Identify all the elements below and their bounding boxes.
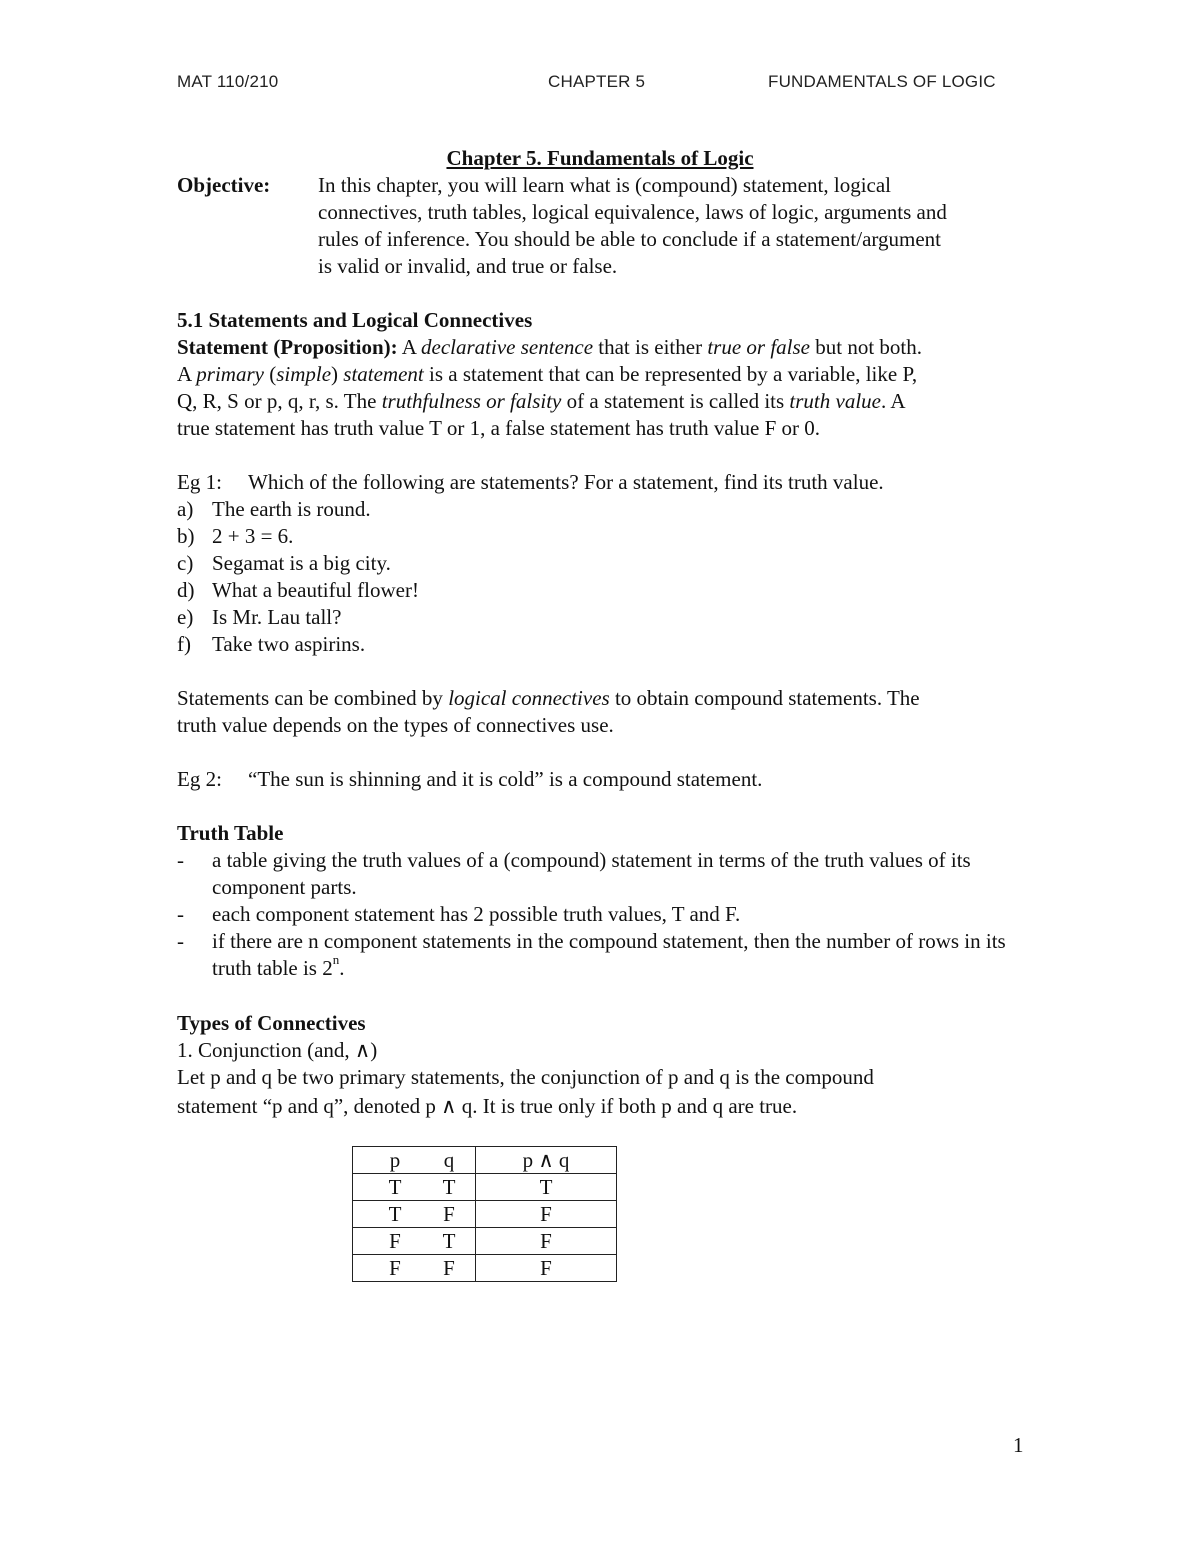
truth-value-line bbox=[177, 388, 1037, 415]
superscript: n bbox=[332, 952, 340, 967]
example-2-text: “The sun is shinning and it is cold” is a compound statement. bbox=[248, 767, 763, 791]
list-text bbox=[212, 928, 1032, 982]
connectives-heading: Types of Connectives bbox=[177, 1011, 366, 1035]
example-1-list bbox=[177, 496, 1037, 658]
list-marker: c) bbox=[177, 551, 194, 575]
term-declarative-sentence: declarative sentence bbox=[421, 335, 594, 359]
list-item bbox=[177, 631, 1037, 658]
text: . bbox=[339, 956, 345, 980]
text: . A bbox=[881, 389, 906, 413]
list-marker: a) bbox=[177, 497, 194, 521]
list-text: each component statement has 2 possible truth values, T and F. bbox=[212, 902, 741, 926]
compound-paragraph bbox=[177, 685, 1037, 739]
section-heading: 5.1 Statements and Logical Connectives bbox=[177, 308, 533, 332]
list-text: Is Mr. Lau tall? bbox=[212, 605, 342, 629]
pq-cell bbox=[353, 1228, 476, 1255]
term-primary: primary bbox=[196, 362, 264, 386]
objective-label: Objective: bbox=[177, 173, 271, 197]
compound-line-1 bbox=[177, 685, 1037, 712]
list-marker: f) bbox=[177, 632, 191, 656]
header-pq-cell bbox=[353, 1147, 476, 1174]
connectives-section bbox=[177, 1010, 1037, 1120]
list-text: Segamat is a big city. bbox=[212, 551, 391, 575]
list-marker: b) bbox=[177, 524, 195, 548]
text: Q, R, S or p, q, r, s. The bbox=[177, 389, 382, 413]
statement-definition-line bbox=[177, 334, 1037, 361]
cell-result: T bbox=[476, 1174, 617, 1201]
text: but not both. bbox=[810, 335, 923, 359]
dash-bullet: - bbox=[177, 929, 184, 953]
list-text: What a beautiful flower! bbox=[212, 578, 419, 602]
dash-bullet: - bbox=[177, 902, 184, 926]
example-1-label: Eg 1: bbox=[177, 470, 222, 494]
table-row bbox=[353, 1201, 617, 1228]
cell-p: T bbox=[388, 1202, 402, 1226]
list-item bbox=[177, 928, 1037, 982]
cell-result: F bbox=[476, 1228, 617, 1255]
text: ( bbox=[263, 362, 277, 386]
cell-q: F bbox=[443, 1202, 455, 1226]
cell-q: T bbox=[442, 1175, 456, 1199]
list-marker: d) bbox=[177, 578, 195, 602]
text: Statements can be combined by bbox=[177, 686, 449, 710]
objective-line: connectives, truth tables, logical equivalence, laws of logic, arguments and bbox=[318, 200, 947, 224]
objective-text bbox=[318, 172, 1033, 280]
text: is a statement that can be represented by a variable, like P, bbox=[423, 362, 918, 386]
list-item bbox=[177, 847, 1037, 901]
table-row bbox=[353, 1174, 617, 1201]
header-course: MAT 110/210 bbox=[177, 72, 279, 91]
cell-p: F bbox=[389, 1229, 401, 1253]
header-q: q bbox=[443, 1148, 455, 1172]
objective-line: rules of inference. You should be able to conclude if a statement/argument bbox=[318, 227, 942, 251]
conjunction-line-1: Let p and q be two primary statements, the conjunction of p and q is the compound bbox=[177, 1065, 874, 1089]
text: that is either bbox=[593, 335, 708, 359]
header-p: p bbox=[389, 1148, 401, 1172]
term-statement: statement bbox=[343, 362, 424, 386]
list-text: 2 + 3 = 6. bbox=[212, 524, 294, 548]
list-item bbox=[177, 496, 1037, 523]
cell-p: T bbox=[388, 1175, 402, 1199]
text: A bbox=[177, 362, 197, 386]
text: to obtain compound statements. The bbox=[609, 686, 920, 710]
cell-q: T bbox=[442, 1229, 456, 1253]
example-1-question-line bbox=[177, 469, 1037, 496]
pq-cell bbox=[353, 1201, 476, 1228]
list-marker: e) bbox=[177, 605, 194, 629]
list-item bbox=[177, 901, 1037, 928]
primary-statement-line bbox=[177, 361, 1037, 388]
list-item bbox=[177, 523, 1037, 550]
example-1 bbox=[177, 469, 1037, 496]
term-truth-value: truth value bbox=[789, 389, 881, 413]
cell-result: F bbox=[476, 1201, 617, 1228]
dash-bullet: - bbox=[177, 848, 184, 872]
list-item bbox=[177, 577, 1037, 604]
header-topic: FUNDAMENTALS OF LOGIC bbox=[768, 72, 996, 91]
example-1-question: Which of the following are statements? For a statement, find its truth value. bbox=[248, 470, 884, 494]
list-item bbox=[177, 550, 1037, 577]
table-row bbox=[353, 1228, 617, 1255]
conjunction-subheading: 1. Conjunction (and, ∧) bbox=[177, 1038, 378, 1062]
table-header-row bbox=[353, 1147, 617, 1174]
text: of a statement is called its bbox=[561, 389, 790, 413]
truth-table-heading: Truth Table bbox=[177, 821, 284, 845]
conjunction-truth-table bbox=[352, 1146, 617, 1282]
term-truthfulness: truthfulness or falsity bbox=[381, 389, 562, 413]
page-title: Chapter 5. Fundamentals of Logic bbox=[446, 146, 754, 170]
text: if there are n component statements in the compound statement, then the number of rows in its truth table is 2 bbox=[212, 929, 1006, 980]
text: A bbox=[397, 335, 422, 359]
pq-cell bbox=[353, 1174, 476, 1201]
table-row bbox=[353, 1255, 617, 1282]
term-logical-connectives: logical connectives bbox=[448, 686, 610, 710]
cell-p: F bbox=[389, 1256, 401, 1280]
term-simple: simple bbox=[276, 362, 332, 386]
header-result: p ∧ q bbox=[476, 1147, 617, 1174]
list-item bbox=[177, 604, 1037, 631]
list-text: Take two aspirins. bbox=[212, 632, 366, 656]
pq-cell bbox=[353, 1255, 476, 1282]
cell-result: F bbox=[476, 1255, 617, 1282]
term-true-or-false: true or false bbox=[707, 335, 811, 359]
list-text: a table giving the truth values of a (compound) statement in terms of the truth values of its component parts. bbox=[212, 848, 971, 899]
header-chapter: CHAPTER 5 bbox=[548, 72, 646, 91]
section-statements bbox=[177, 307, 1037, 442]
example-2-label: Eg 2: bbox=[177, 767, 222, 791]
compound-line-2: truth value depends on the types of connectives use. bbox=[177, 713, 614, 737]
conjunction-line-2: statement “p and q”, denoted p ∧ q. It is true only if both p and q are true. bbox=[177, 1094, 798, 1118]
statement-label: Statement (Proposition): bbox=[177, 335, 398, 359]
example-2 bbox=[177, 766, 1037, 793]
page-number: 1 bbox=[1013, 1433, 1024, 1457]
truth-table-section bbox=[177, 820, 1037, 982]
truth-value-definition-line: true statement has truth value T or 1, a false statement has truth value F or 0. bbox=[177, 416, 821, 440]
objective-line: is valid or invalid, and true or false. bbox=[318, 254, 618, 278]
list-text: The earth is round. bbox=[212, 497, 371, 521]
text: ) bbox=[331, 362, 344, 386]
objective-line: In this chapter, you will learn what is (compound) statement, logical bbox=[318, 173, 892, 197]
cell-q: F bbox=[443, 1256, 455, 1280]
